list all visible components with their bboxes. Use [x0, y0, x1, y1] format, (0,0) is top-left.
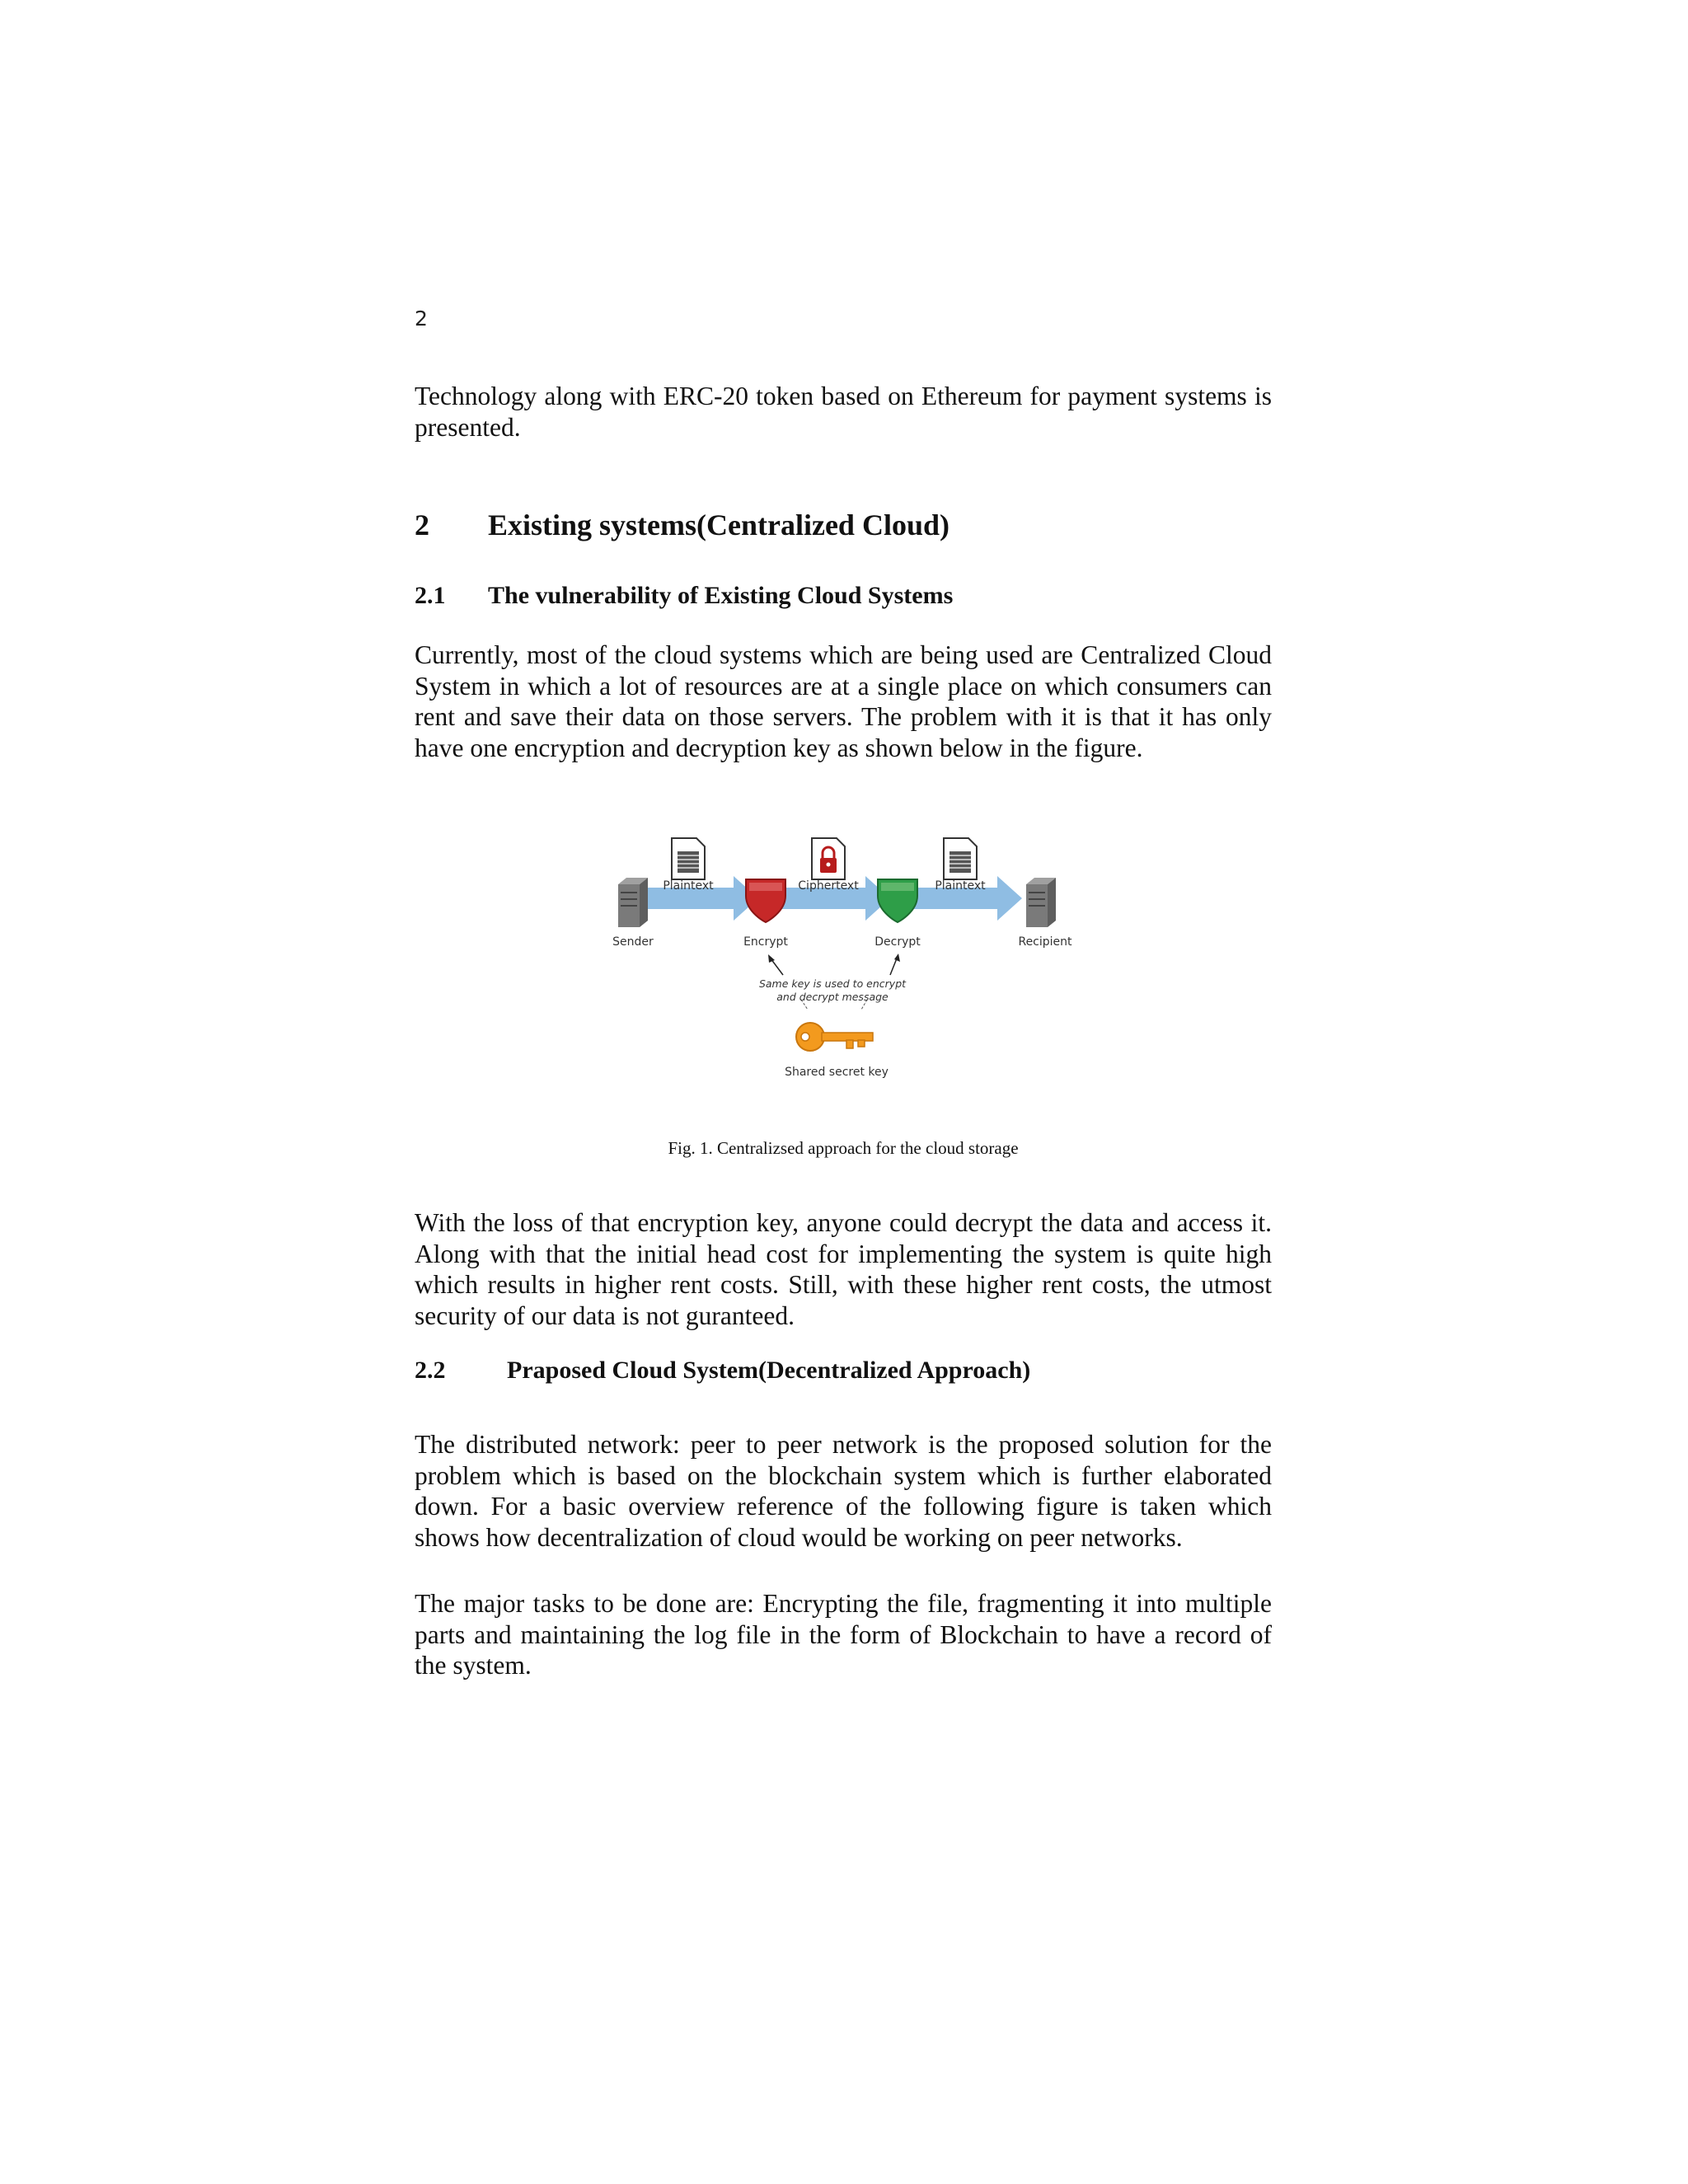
label-sender: Sender: [612, 935, 654, 949]
recipient-server-icon: [1026, 878, 1056, 927]
section-2-2-heading: [415, 1357, 1030, 1385]
section-2-1-paragraph-block: [415, 640, 1272, 763]
after-figure-paragraph: With the loss of that encryption key, anyone could decrypt the data and access it. Along with that the initial head cost for implementing the system is quite high which results in higher rent costs. Still, with these higher rent costs, the utmost security of our data is not guranteed.: [415, 1208, 1272, 1330]
label-ciphertext: Ciphertext: [798, 879, 859, 893]
section-2-number: 2: [415, 509, 429, 541]
section-2-heading: [415, 508, 950, 542]
section-2-title: Existing systems(Centralized Cloud): [488, 509, 950, 541]
ciphertext-locked-document-icon: [812, 838, 845, 879]
section-2-2-number: 2.2: [415, 1357, 446, 1384]
label-recipient: Recipient: [1018, 935, 1072, 949]
label-plaintext-left: Plaintext: [663, 879, 714, 893]
plaintext-document-icon-right: [944, 838, 977, 879]
sender-server-icon: [618, 878, 648, 927]
plaintext-document-icon-left: [672, 838, 705, 879]
section-2-2-paragraph-1-block: [415, 1429, 1272, 1553]
note-line-1: Same key is used to encrypt: [758, 977, 907, 990]
page-number: 2: [415, 307, 428, 330]
section-2-2-paragraph-2: The major tasks to be done are: Encrypting the file, fragmenting it into multiple parts and maintaining the log file in the form of Blockchain to have a record of the system.: [415, 1589, 1272, 1680]
section-2-2-paragraph-1: The distributed network: peer to peer network is the proposed solution for the problem which is based on the blockchain system which is further elaborated down. For a basic overview reference of the following figure is taken which shows how decentralization of cloud would be working on peer networks.: [415, 1430, 1272, 1552]
section-2-1-paragraph: Currently, most of the cloud systems which are being used are Centralized Cloud System in which a lot of resources are at a single place on which consumers can rent and save their data on those servers. The problem with it is that it has only have one encryption and decryption key as shown below in the figure.: [415, 640, 1272, 762]
section-2-2-title: Praposed Cloud System(Decentralized Approach): [507, 1357, 1031, 1384]
figure-1-caption: Fig. 1. Centralizsed approach for the cloud storage: [668, 1138, 1019, 1158]
section-2-2-paragraph-2-block: [415, 1588, 1272, 1681]
figure-1-symmetric-encryption-diagram: [610, 837, 1080, 1108]
label-decrypt: Decrypt: [874, 935, 921, 949]
after-figure-paragraph-block: [415, 1207, 1272, 1331]
note-line-2: and decrypt message: [776, 991, 889, 1003]
label-shared-secret-key: Shared secret key: [785, 1066, 889, 1079]
section-2-1-heading: [415, 582, 953, 610]
label-encrypt: Encrypt: [743, 935, 788, 949]
encrypt-shield-icon: [746, 879, 785, 922]
intro-paragraph: Technology along with ERC-20 token based on Ethereum for payment systems is presented.: [415, 382, 1272, 442]
intro-paragraph-block: [415, 381, 1272, 443]
label-plaintext-right: Plaintext: [935, 879, 986, 893]
decrypt-shield-icon: [878, 879, 917, 922]
section-2-1-number: 2.1: [415, 582, 446, 609]
shared-secret-key-icon: [796, 1023, 873, 1051]
section-2-1-title: The vulnerability of Existing Cloud Systems: [488, 582, 954, 609]
